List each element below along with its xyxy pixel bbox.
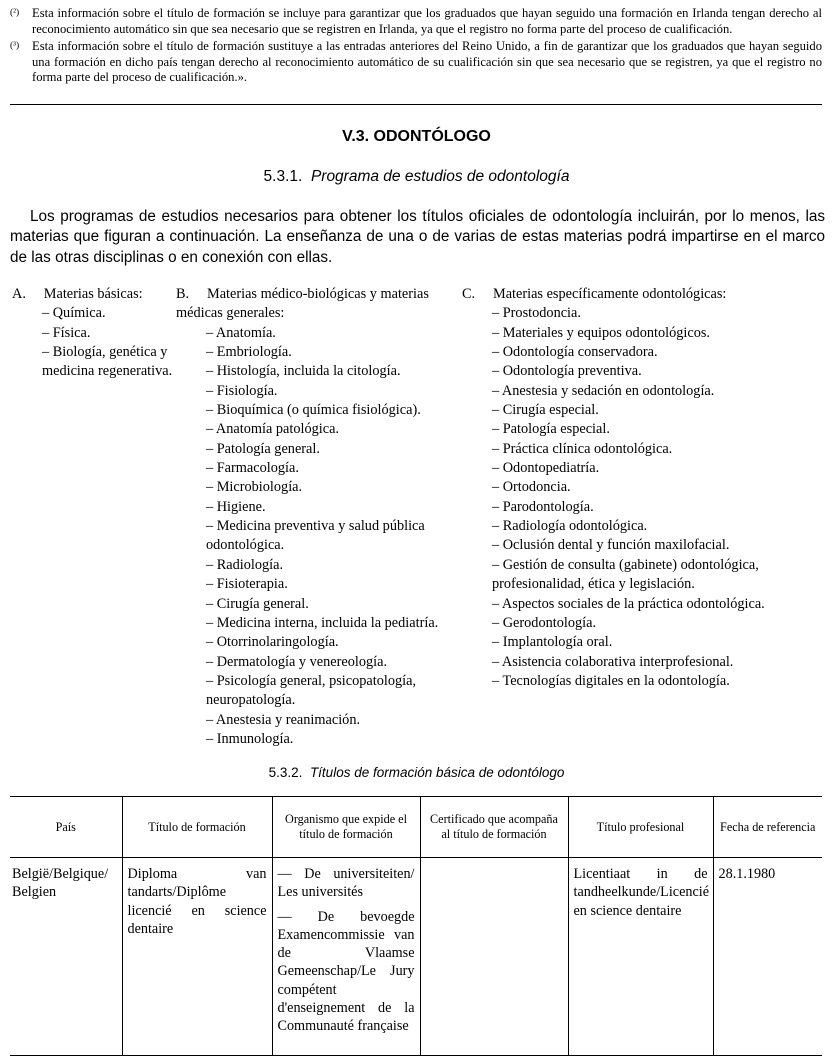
footnote-3 xyxy=(10,39,822,86)
awarding-body-item: — De bevoegde Examencommissie van de Vlaamse Gemeenschap/Le Jury compétent d'enseignement de la Communauté française xyxy=(277,908,415,1035)
list-item: – Inmunología. xyxy=(206,730,294,747)
subsection-heading-programme xyxy=(0,168,833,186)
column-dental-subjects xyxy=(462,285,817,691)
intro-paragraph: Los programas de estudios necesarios para obtener los títulos oficiales de odontología incluirán, por lo menos, las materias que figuran a continuación. La enseñanza de una o de varias de estas materias podrá impartirse en el marco de las otras disciplinas o en conexión con ellas. xyxy=(10,208,825,266)
list-item: – Cirugía especial. xyxy=(492,402,599,419)
column-heading: A. Materias básicas: xyxy=(12,286,143,302)
list-item: – Química. xyxy=(42,305,106,322)
list-item: – Higiene. xyxy=(206,498,266,515)
column-header-professional-title: Título profesional xyxy=(568,797,713,858)
column-header-reference-date: Fecha de referencia xyxy=(713,797,822,858)
column-header-certificate: Certificado que acompaña al título de formación xyxy=(420,797,568,858)
list-item: – Radiología. xyxy=(206,556,284,573)
table-row xyxy=(10,858,822,1056)
list-item: – Embriología. xyxy=(206,344,292,361)
footnote-marker: (²) xyxy=(10,8,20,18)
cell-country: België/Belgique/ Belgien xyxy=(10,858,122,1056)
list-item: – Gerodontología. xyxy=(492,614,597,631)
subsection-number: 5.3.1. xyxy=(263,168,303,185)
list-item: – Histología, incluida la citología. xyxy=(206,363,401,380)
column-heading: B. Materias médico-biológicas y materias médicas generales: xyxy=(176,286,429,322)
list-item: – Medicina interna, incluida la pediatría. xyxy=(206,614,439,631)
list-item: – Anatomía. xyxy=(206,324,276,341)
list-item: – Psicología general, psicopatología, neuropatología. xyxy=(206,672,417,709)
list-item: – Cirugía general. xyxy=(206,595,309,612)
list-item: – Ortodoncia. xyxy=(492,479,571,496)
list-item: – Fisiología. xyxy=(206,382,278,399)
column-header-country: País xyxy=(10,797,122,858)
footnote-text: Esta información sobre el título de formación sustituye a las entradas anteriores del Reino Unido, a fin de garantizar que los graduados que hayan seguido una formación en dicho país tengan derecho al reconocimiento automático de su cualificación sin que sea necesario que se registren, ya que el registro no forma parte del proceso de cualificación.». xyxy=(32,39,822,85)
column-header-title: Título de formación xyxy=(122,797,272,858)
footnotes xyxy=(10,6,822,88)
list-item: – Bioquímica (o química fisiológica). xyxy=(206,402,421,419)
list-item: – Patología especial. xyxy=(492,421,610,438)
list-item: – Tecnologías digitales en la odontología. xyxy=(492,672,730,689)
list-item: – Física. xyxy=(42,324,91,341)
list-item: – Biología, genética y medicina regenerativa. xyxy=(42,344,173,380)
footnote-divider xyxy=(10,104,822,105)
column-basic-subjects xyxy=(12,285,194,382)
subsection-number: 5.3.2. xyxy=(268,765,303,780)
list-item: – Materiales y equipos odontológicos. xyxy=(492,324,710,341)
column-medical-subjects xyxy=(176,285,446,749)
subsection-title: Programa de estudios de odontología xyxy=(310,168,570,185)
list-item: – Odontopediatría. xyxy=(492,460,600,477)
list-item: – Oclusión dental y función maxilofacial. xyxy=(492,537,730,554)
list-item: – Práctica clínica odontológica. xyxy=(492,440,673,457)
column-header-awarding-body: Organismo que expide el título de formación xyxy=(272,797,420,858)
list-item: – Asistencia colaborativa interprofesional. xyxy=(492,653,734,670)
list-item: – Farmacología. xyxy=(206,460,299,477)
cell-professional-title: Licentiaat in de tandheelkunde/Licencié en science dentaire xyxy=(568,858,713,1056)
list-item: – Aspectos sociales de la práctica odontológica. xyxy=(492,595,765,612)
list-item: – Otorrinolaringología. xyxy=(206,634,339,651)
cell-certificate xyxy=(420,858,568,1056)
subsection-title: Títulos de formación básica de odontólogo xyxy=(309,765,565,780)
list-item: – Odontología conservadora. xyxy=(492,344,658,361)
awarding-body-item: — De universiteiten/ Les universités xyxy=(277,866,415,901)
subsection-heading-titles xyxy=(0,765,833,780)
list-item: – Prostodoncia. xyxy=(492,305,581,322)
list-item: – Medicina preventiva y salud pública odontológica. xyxy=(206,518,425,554)
column-heading: C. Materias específicamente odontológicas: xyxy=(462,286,727,302)
cell-reference-date: 28.1.1980 xyxy=(713,858,822,1056)
footnote-marker: (³) xyxy=(10,41,20,52)
list-item: – Anatomía patológica. xyxy=(206,421,340,438)
list-item: – Patología general. xyxy=(206,440,320,457)
cell-awarding-body xyxy=(272,858,420,1056)
table-header-row xyxy=(10,797,822,858)
cell-title: Diploma van tandarts/Diplôme licencié en science dentaire xyxy=(122,858,272,1056)
list-item: – Radiología odontológica. xyxy=(492,518,648,535)
list-item: – Implantología oral. xyxy=(492,634,613,651)
list-item: – Gestión de consulta (gabinete) odontológica, profesionalidad, ética y legislación. xyxy=(492,556,759,593)
list-item: – Dermatología y venereología. xyxy=(206,653,388,670)
list-item: – Anestesia y reanimación. xyxy=(206,711,361,728)
footnote-text: Esta información sobre el título de formación se incluye para garantizar que los graduados que hayan seguido una formación en Irlanda tengan derecho al reconocimiento automático sin que sea necesario que se registren en Irlanda, ya que el registro no forma parte del proceso de cualificación. xyxy=(32,6,822,36)
section-title: V.3. ODONTÓLOGO xyxy=(342,128,491,145)
list-item: – Microbiología. xyxy=(206,479,303,496)
list-item: – Odontología preventiva. xyxy=(492,363,642,380)
list-item: – Anestesia y sedación en odontología. xyxy=(492,382,715,399)
footnote-2 xyxy=(10,6,822,37)
qualifications-table xyxy=(10,796,822,1056)
list-item: – Fisioterapia. xyxy=(206,576,288,593)
list-item: – Parodontología. xyxy=(492,498,594,515)
